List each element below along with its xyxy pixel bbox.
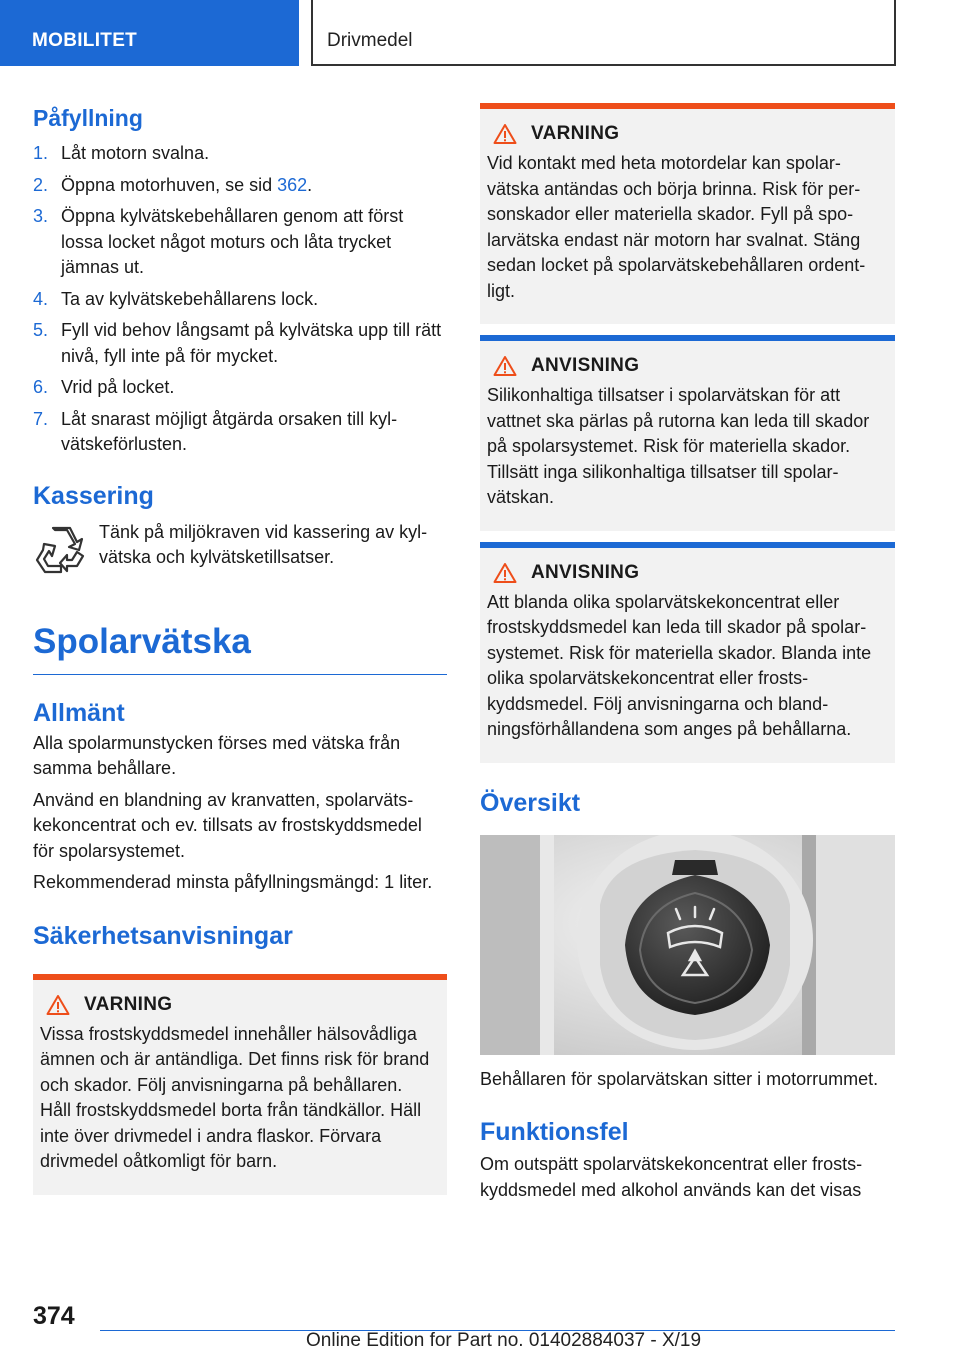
warning-box xyxy=(480,103,895,324)
list-item xyxy=(33,407,447,458)
malfunction-heading: Funktionsfel xyxy=(480,1118,629,1146)
step-number: 3. xyxy=(33,206,49,226)
warning-title: VARNING xyxy=(84,993,173,1015)
safety-heading: Säkerhetsanvisningar xyxy=(33,921,293,950)
photo-caption: Behållaren för spolarvätskan sitter i motorrummet. xyxy=(480,1068,879,1089)
step-number: 7. xyxy=(33,408,49,429)
notice-title: ANVISNING xyxy=(531,355,640,376)
general-heading: Allmänt xyxy=(33,698,125,727)
recycle-icon xyxy=(33,522,89,578)
list-item xyxy=(33,204,447,281)
general-paragraph-1: Alla spolarmunstycken förses med vätska från samma behållare. xyxy=(33,732,401,778)
notice-title: ANVISNING xyxy=(531,561,640,583)
section-title-washer: Spolarvätska xyxy=(33,620,447,675)
warning-header xyxy=(40,994,437,1016)
general-paragraph-3: Rekommenderad minsta påfyllningsmängd: 1 liter. xyxy=(33,872,433,892)
step-number: 4. xyxy=(33,288,49,309)
reservoir-cap-illustration xyxy=(480,835,895,1055)
right-column xyxy=(480,103,895,1203)
step-text xyxy=(61,173,447,199)
notice-text: Silikonhaltiga tillsatser i spolarvätskan för att vattnet ska pärlas på rutorna kan leda till skador på spolarsystemet. Risk för materiella skador. Tillsätt inga silikonhaltiga tillsatser till spolarvätskan. xyxy=(487,385,870,507)
warning-text: Vissa frostskyddsmedel innehåller hälsovådliga ämnen och är antändliga. Det finns risk för brand och skador. Följ anvisningarna på behållaren. Håll frostskyddsmedel borta från tändkällor. Häll inte över drivmedel i andra flaskor. Förvara drivmedel oåtkomligt för barn. xyxy=(40,1023,430,1171)
page-link[interactable]: 362 xyxy=(277,174,308,195)
step-number: 1. xyxy=(33,143,49,163)
list-item xyxy=(33,173,447,199)
step-text: Öppna kylvätskebehållaren genom att först lossa locket något moturs och låta trycket jämnas ut. xyxy=(61,206,404,277)
step-number: 2. xyxy=(33,174,49,195)
page-footer xyxy=(0,1290,960,1362)
edition-note: Online Edition for Part no. 01402884037 - X/19 xyxy=(306,1330,702,1351)
notice-header xyxy=(487,355,885,377)
list-item xyxy=(33,375,447,401)
warning-triangle-icon xyxy=(493,355,517,377)
step-text: Låt snarast möjligt åtgärda orsaken till kylvätskeförlusten. xyxy=(61,408,398,454)
refill-heading: Påfyllning xyxy=(33,105,143,131)
warning-title: VARNING xyxy=(531,123,620,144)
step-text: Ta av kylvätskebehållarens lock. xyxy=(61,288,319,309)
list-item xyxy=(33,141,447,167)
warning-triangle-icon xyxy=(46,994,70,1016)
step-text-pre: Öppna motorhuven, se sid xyxy=(61,174,278,195)
warning-triangle-icon xyxy=(493,562,517,584)
list-item xyxy=(33,287,447,313)
warning-triangle-icon xyxy=(493,123,517,145)
page-header xyxy=(0,0,960,66)
page-number: 374 xyxy=(33,1302,75,1330)
disposal-text: Tänk på miljökraven vid kassering av kylvätska och kylvätsketillsatser. xyxy=(99,521,428,567)
warning-box xyxy=(33,974,447,1195)
refill-steps xyxy=(33,141,447,458)
step-text: Vrid på locket. xyxy=(61,377,175,397)
warning-text: Vid kontakt med heta motordelar kan spolarvätska antändas och börja brinna. Risk för personskador eller materiella skador. Fyll på spolarvätska endast när motorn har svalnat. Stäng sedan locket på spolarvätskebehållaren ordentligt. xyxy=(487,153,866,301)
notice-text: Att blanda olika spolarvätskekoncentrat eller frostskyddsmedel kan leda till skador på spolarsystemet. Risk för materiella skador. Blanda inte olika spolarvätskekoncentrat eller frostskyddsmedel. Följ anvisningarna och blandningsförhållandena som anges på behållarna. xyxy=(487,591,872,739)
list-item xyxy=(33,318,447,369)
chapter-tab[interactable]: MOBILITET xyxy=(0,0,299,66)
section-title: Drivmedel xyxy=(311,0,896,66)
notice-header xyxy=(487,562,885,584)
notice-box xyxy=(480,335,895,531)
general-paragraph-2: Använd en blandning av kranvatten, spolarvätskekoncentrat och ev. tillsats av frostskyddsmedel för spolarsystemet. xyxy=(33,789,422,861)
overview-heading: Översikt xyxy=(480,788,581,817)
disposal-heading: Kassering xyxy=(33,481,154,510)
notice-box xyxy=(480,542,895,763)
step-text-post: . xyxy=(307,174,313,195)
washer-reservoir-photo xyxy=(480,835,895,1055)
step-text: Låt motorn svalna. xyxy=(61,143,210,163)
disposal-block xyxy=(33,520,447,578)
step-number: 6. xyxy=(33,377,49,397)
left-column xyxy=(33,100,447,1195)
warning-header xyxy=(487,123,885,145)
step-number: 5. xyxy=(33,320,49,340)
step-text: Fyll vid behov långsamt på kylvätska upp till rätt nivå, fyll inte på för mycket. xyxy=(61,320,442,366)
malfunction-text: Om outspätt spolarvätskekoncentrat eller frostskyddsmedel med alkohol används kan det visas xyxy=(480,1154,863,1200)
